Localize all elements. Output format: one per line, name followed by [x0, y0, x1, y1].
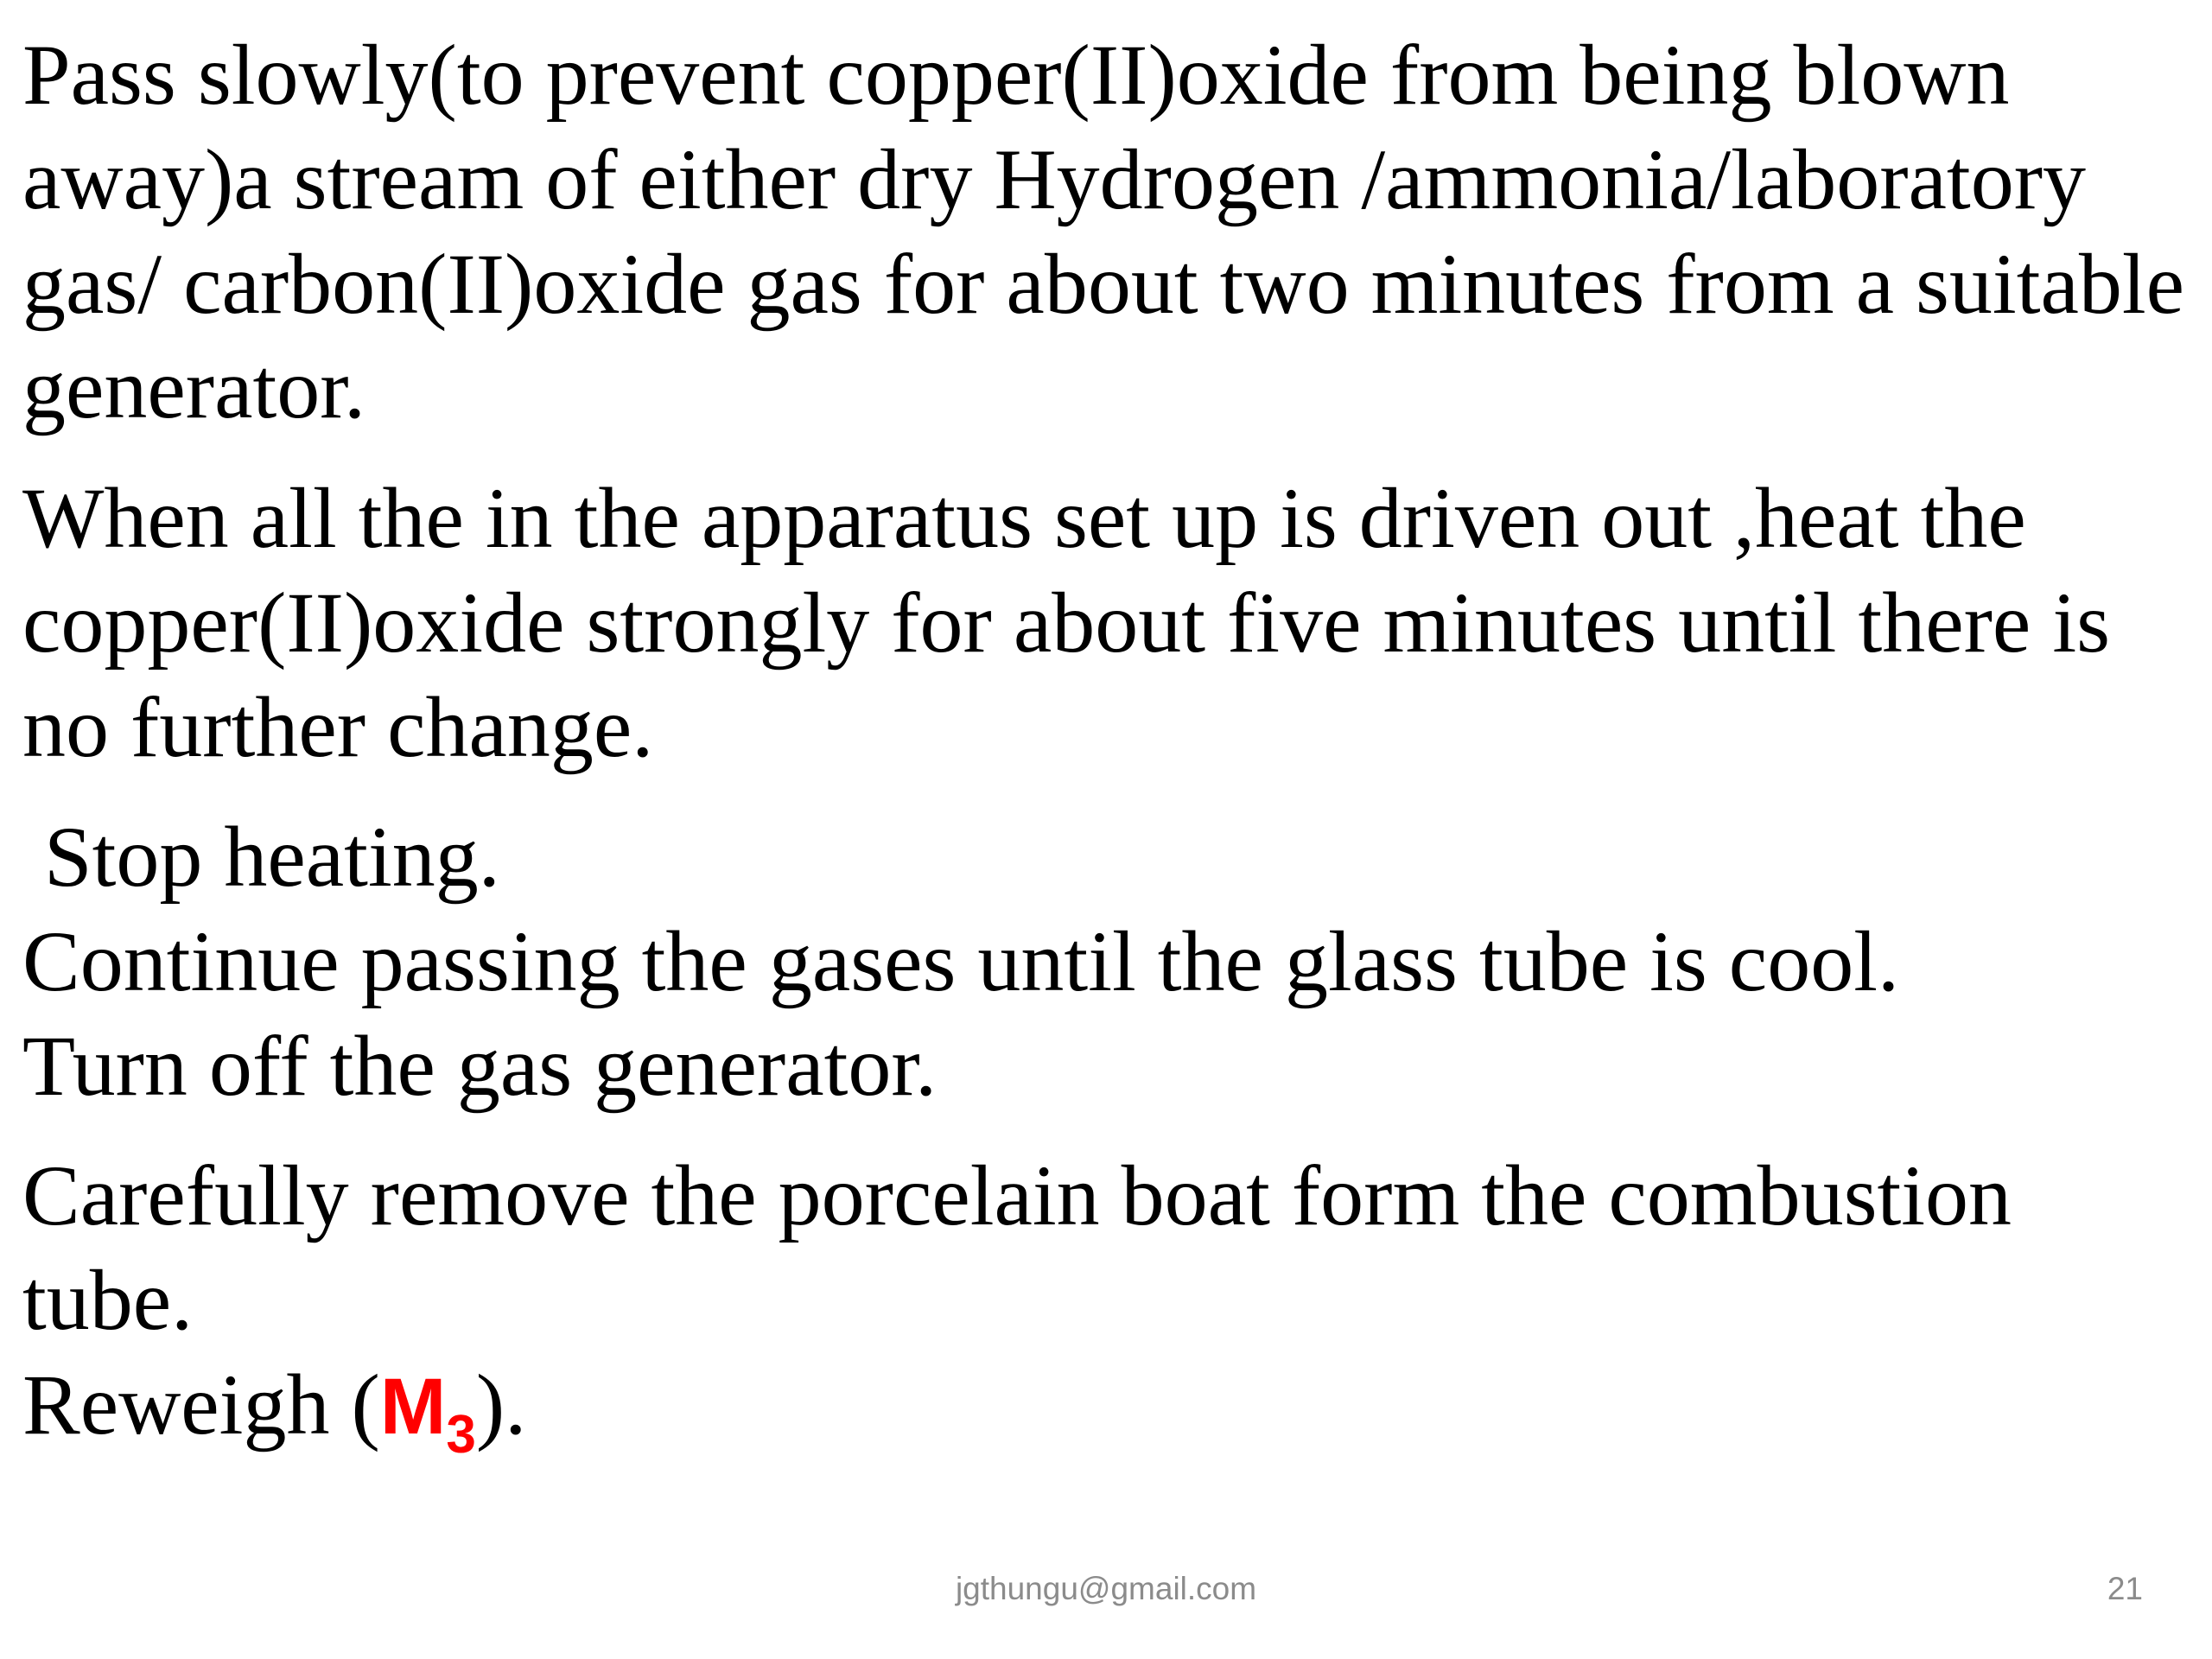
text-line: Continue passing the gases until the glass tube is cool. [22, 913, 1899, 1009]
mass-symbol-m3 [379, 1363, 476, 1465]
reweigh-prefix: Reweigh ( [22, 1357, 380, 1452]
paragraph-reweigh [22, 1143, 2191, 1465]
text-line: Carefully remove the porcelain boat form the combustion [22, 1147, 2012, 1243]
paragraph-stop-heating [22, 804, 2191, 1118]
reweigh-line [22, 1352, 2191, 1465]
paragraph-pass-gas [22, 22, 2191, 441]
text-line: When all the in the apparatus set up is driven out ,heat the [22, 470, 2026, 566]
slide-body [22, 22, 2191, 1465]
text-line: no further change. [22, 679, 654, 775]
text-line: gas/ carbon(II)oxide gas for about two minutes from a suitable [22, 236, 2185, 332]
reweigh-suffix: ). [475, 1357, 527, 1452]
text-line: copper(II)oxide strongly for about five minutes until there is [22, 575, 2111, 671]
text-line: tube. [22, 1252, 194, 1348]
paragraph-heat [22, 466, 2191, 779]
text-line: away)a stream of either dry Hydrogen /ammonia/laboratory [22, 131, 2086, 227]
footer-email: jgthungu@gmail.com [955, 1571, 1257, 1606]
text-line: Turn off the gas generator. [22, 1018, 938, 1114]
text-line: Stop heating. [22, 809, 500, 905]
mass-subscript: 3 [446, 1405, 476, 1465]
text-line: generator. [22, 340, 366, 436]
slide-number: 21 [2107, 1571, 2143, 1606]
mass-symbol: M [379, 1363, 447, 1451]
text-line: Pass slowly(to prevent copper(II)oxide from being blown [22, 27, 2010, 123]
